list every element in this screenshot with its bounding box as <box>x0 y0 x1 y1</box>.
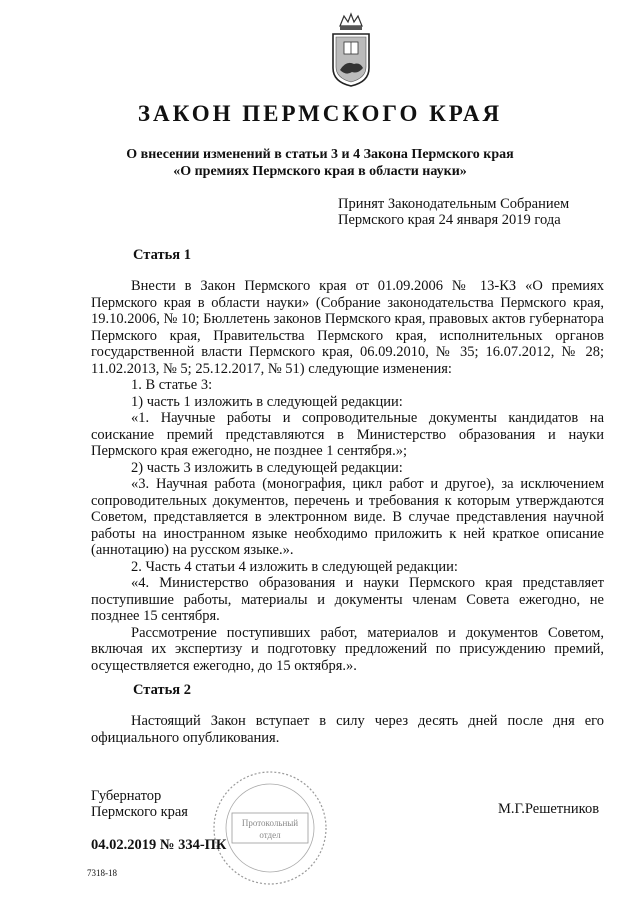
article-1-paragraph: 1) часть 1 изложить в следующей редакции: <box>131 393 403 410</box>
adoption-line-1: Принят Законодательным Собранием <box>338 196 570 212</box>
article-1-paragraph: 2. Часть 4 статьи 4 изложить в следующей редакции: <box>131 558 458 575</box>
adoption-line-2: Пермского края 24 января 2019 года <box>338 212 561 228</box>
article-2-heading: Статья 2 <box>133 682 191 698</box>
article-1-paragraph: «3. Научная работа (монография, цикл работ и другое), за исключением сопроводительных документов, перечень и требования к которым утверждаются Советом, представляется в электронном виде. В случае представления научной работы на иностранном языке необходимо приложить к ней краткое описание (аннотацию) на русском языке.». <box>91 476 604 558</box>
signatory-title-line-1: Губернатор <box>91 788 162 804</box>
official-stamp-icon <box>210 768 330 888</box>
article-1-paragraph: 1. В статье 3: <box>131 377 213 393</box>
subtitle-line-2: «О премиях Пермского края в области науки» <box>173 164 467 179</box>
article-1-paragraph: «4. Министерство образования и науки Пермского края представляет поступившие работы, материалы и документы членам Совета ежегодно, не позднее 15 сентября. <box>91 575 604 624</box>
article-2-body <box>91 713 604 746</box>
stamp-text-line-1: Протокольный <box>241 818 299 828</box>
signatory-name: М.Г.Решетников <box>498 801 600 817</box>
article-1-paragraph: Внести в Закон Пермского края от 01.09.2006 № 13-КЗ «О премиях Пермского края в области науки» (Собрание законодательства Пермского края, 19.10.2006, № 10; Бюллетень законов Пермского края, правовых актов губернатора Пермского края, Правительства Пермского края, исполнительных органов государственной власти Пермского края, 06.09.2010, № 35; 16.07.2012, № 28; 11.02.2013, № 5; 25.12.2017, № 51) следующие изменения: <box>91 278 604 377</box>
document-code: 7318-18 <box>87 868 117 878</box>
article-1-body <box>91 278 604 674</box>
article-1-paragraph: 2) часть 3 изложить в следующей редакции: <box>131 459 403 476</box>
law-date-number: 04.02.2019 № 334-ПК <box>91 837 227 853</box>
article-1-paragraph: Рассмотрение поступивших работ, материалов и документов Советом, включая их экспертизу и подготовку предложений по присуждению премий, осуществляется ежегодно, до 15 октября.». <box>91 624 604 674</box>
signatory-title-line-2: Пермского края <box>91 804 188 820</box>
document-title: ЗАКОН ПЕРМСКОГО КРАЯ <box>137 101 503 126</box>
article-2-paragraph: Настоящий Закон вступает в силу через десять дней после дня его официального опубликования. <box>91 713 604 746</box>
adoption-note <box>338 196 569 228</box>
subtitle-line-1: О внесении изменений в статьи 3 и 4 Закона Пермского края <box>126 147 514 162</box>
signatory-title <box>91 788 188 820</box>
article-1-paragraph: «1. Научные работы и сопроводительные документы кандидатов на соискание премий представляются в Министерство образования и науки Пермского края ежегодно, не позднее 1 сентября.»; <box>91 410 604 459</box>
coat-of-arms-icon <box>330 12 372 88</box>
document-subtitle <box>0 146 640 180</box>
stamp-text-line-2: отдел <box>259 830 281 840</box>
article-1-heading: Статья 1 <box>133 247 191 263</box>
